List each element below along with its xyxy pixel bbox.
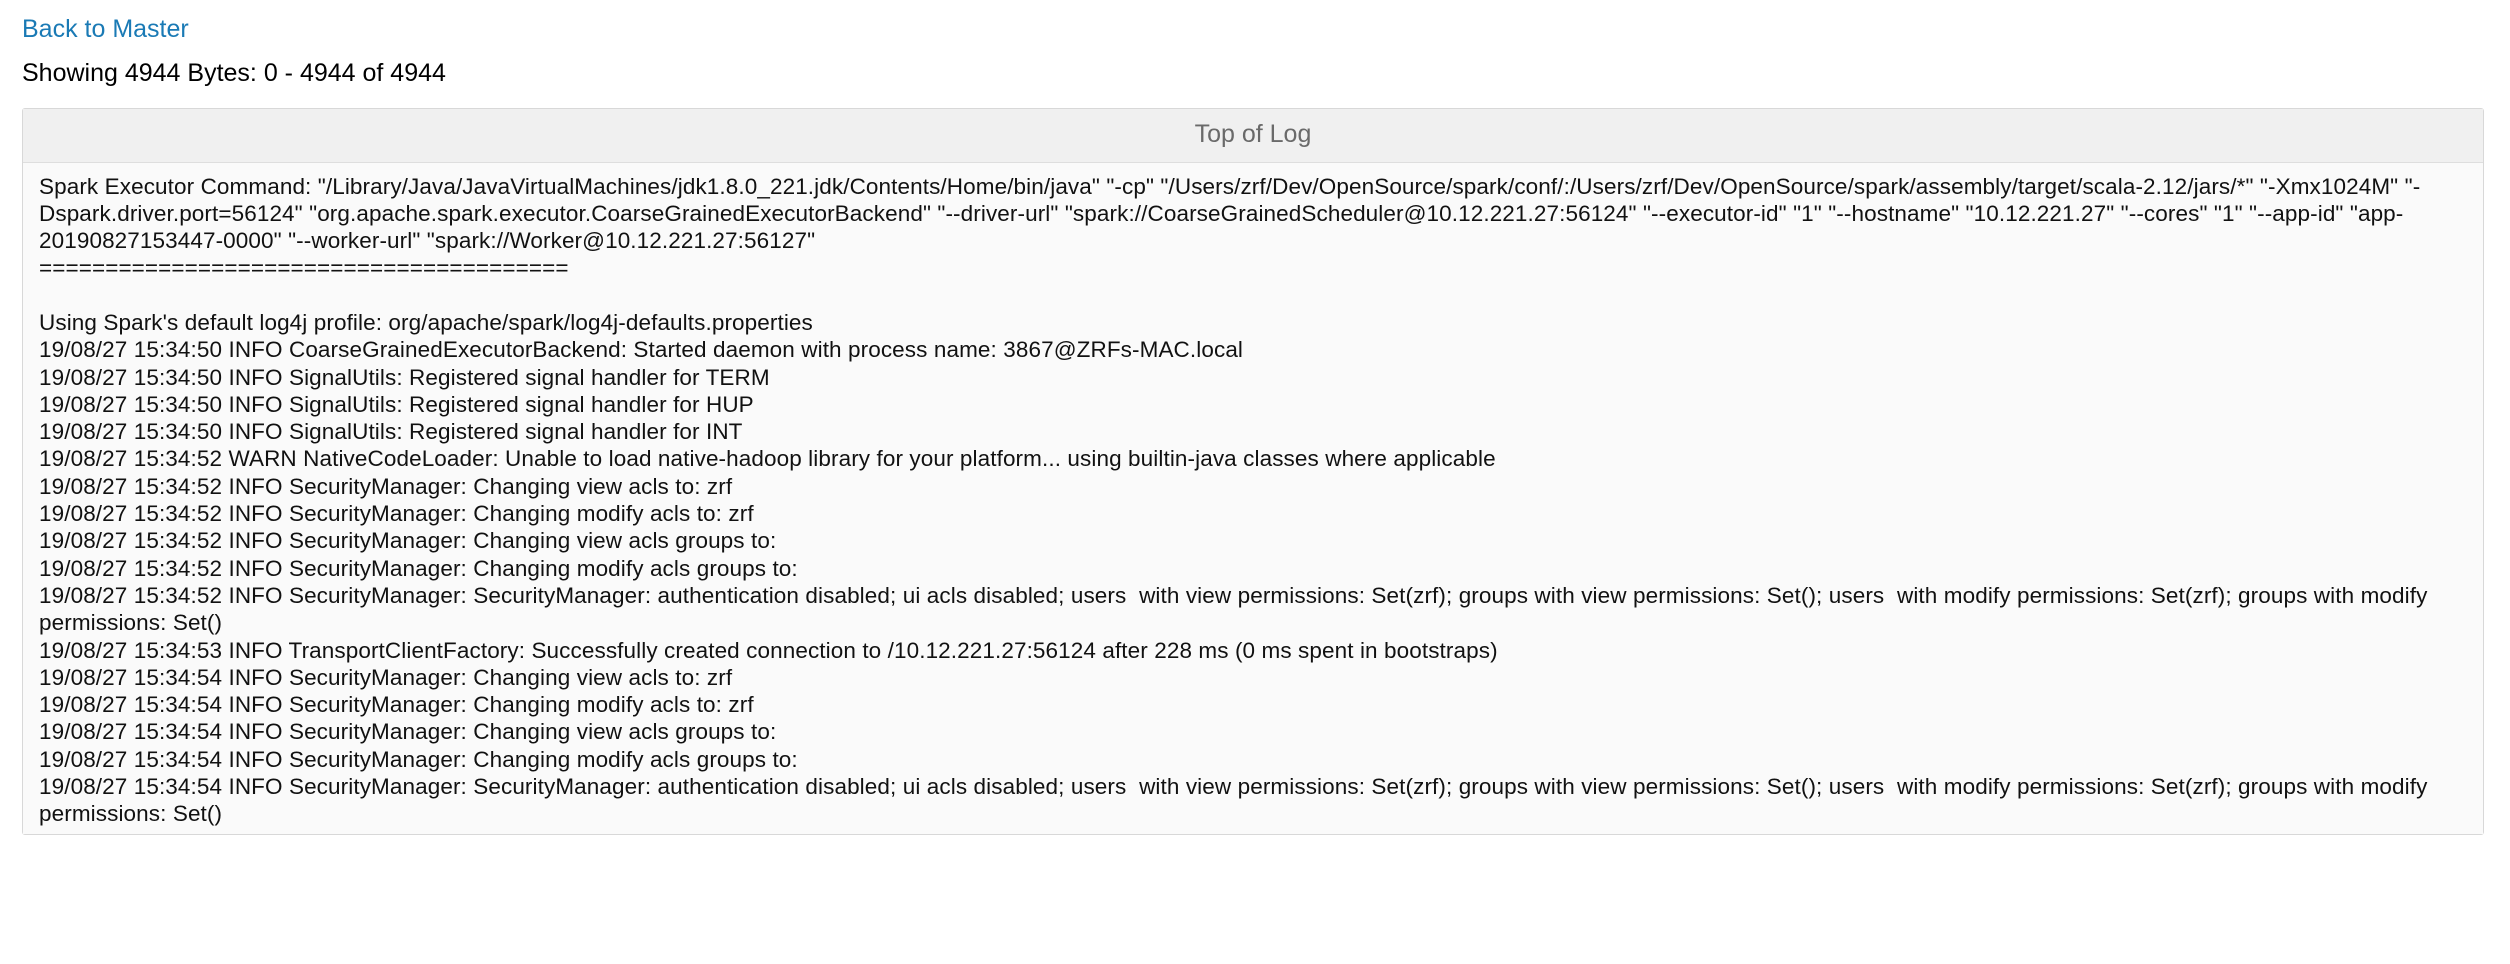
log-line xyxy=(39,282,2467,309)
log-panel-header: Top of Log xyxy=(23,109,2483,163)
log-line: 19/08/27 15:34:54 INFO SecurityManager: Changing modify acls to: zrf xyxy=(39,692,754,718)
log-line: 19/08/27 15:34:52 WARN NativeCodeLoader: Unable to load native-hadoop library for your platform... using builtin-java classes where applicable xyxy=(39,446,1496,472)
log-content[interactable] xyxy=(23,163,2483,834)
log-line: 19/08/27 15:34:52 INFO SecurityManager: Changing modify acls to: zrf xyxy=(39,501,754,527)
log-line: 19/08/27 15:34:50 INFO SignalUtils: Registered signal handler for HUP xyxy=(39,391,754,417)
log-line: 19/08/27 15:34:50 INFO CoarseGrainedExecutorBackend: Started daemon with process name: 3867@ZRFs-MAC.local xyxy=(39,337,1244,363)
log-line: 19/08/27 15:34:52 INFO SecurityManager: Changing modify acls groups to: xyxy=(39,555,798,581)
showing-bytes-status: Showing 4944 Bytes: 0 - 4944 of 4944 xyxy=(22,59,446,87)
log-line: 19/08/27 15:34:54 INFO SecurityManager: SecurityManager: authentication disabled; ui acls disabled; users with view permissions: Set(zrf); groups with view permissions: Set(); users with modify permissions: Set(zrf); groups with modify permissions: Set() xyxy=(39,774,2434,827)
log-line: 19/08/27 15:34:53 INFO TransportClientFactory: Successfully created connection to /10.12.221.27:56124 after 228 ms (0 ms spent in bootstraps) xyxy=(39,637,1498,663)
log-line: 19/08/27 15:34:50 INFO SignalUtils: Registered signal handler for TERM xyxy=(39,364,770,390)
log-line: 19/08/27 15:34:52 INFO SecurityManager: Changing view acls groups to: xyxy=(39,528,777,554)
log-line: Using Spark's default log4j profile: org/apache/spark/log4j-defaults.properties xyxy=(39,309,813,335)
log-line: 19/08/27 15:34:54 INFO SecurityManager: Changing view acls to: zrf xyxy=(39,664,733,690)
log-line: Spark Executor Command: "/Library/Java/JavaVirtualMachines/jdk1.8.0_221.jdk/Contents/Home/bin/java" "-cp" "/Users/zrf/Dev/OpenSource/spark/conf/:/Users/zrf/Dev/OpenSource/spark/assembly/target/scala-2.12/jars/*" "-Xmx1024M" "-Dspark.driver.port=56124" "org.apache.spark.executor.CoarseGrainedExecutorBackend" "--driver-url" "spark://CoarseGrainedScheduler@10.12.221.27:56124" "--executor-id" "1" "--hostname" "10.12.221.27" "--cores" "1" "--app-id" "app-20190827153447-0000" "--worker-url" "spark://Worker@10.12.221.27:56127" xyxy=(39,173,2421,254)
log-line: 19/08/27 15:34:54 INFO SecurityManager: Changing view acls groups to: xyxy=(39,719,777,745)
log-line: 19/08/27 15:34:52 INFO SecurityManager: Changing view acls to: zrf xyxy=(39,473,733,499)
log-line: 19/08/27 15:34:50 INFO SignalUtils: Registered signal handler for INT xyxy=(39,419,743,445)
back-to-master-link[interactable]: Back to Master xyxy=(22,15,189,43)
log-panel xyxy=(22,108,2484,835)
log-line: 19/08/27 15:34:54 INFO SecurityManager: Changing modify acls groups to: xyxy=(39,746,798,772)
log-line: 19/08/27 15:34:52 INFO SecurityManager: SecurityManager: authentication disabled; ui acls disabled; users with view permissions: Set(zrf); groups with view permissions: Set(); users with modify permissions: Set(zrf); groups with modify permissions: Set() xyxy=(39,582,2434,636)
log-line: ======================================== xyxy=(39,255,569,281)
